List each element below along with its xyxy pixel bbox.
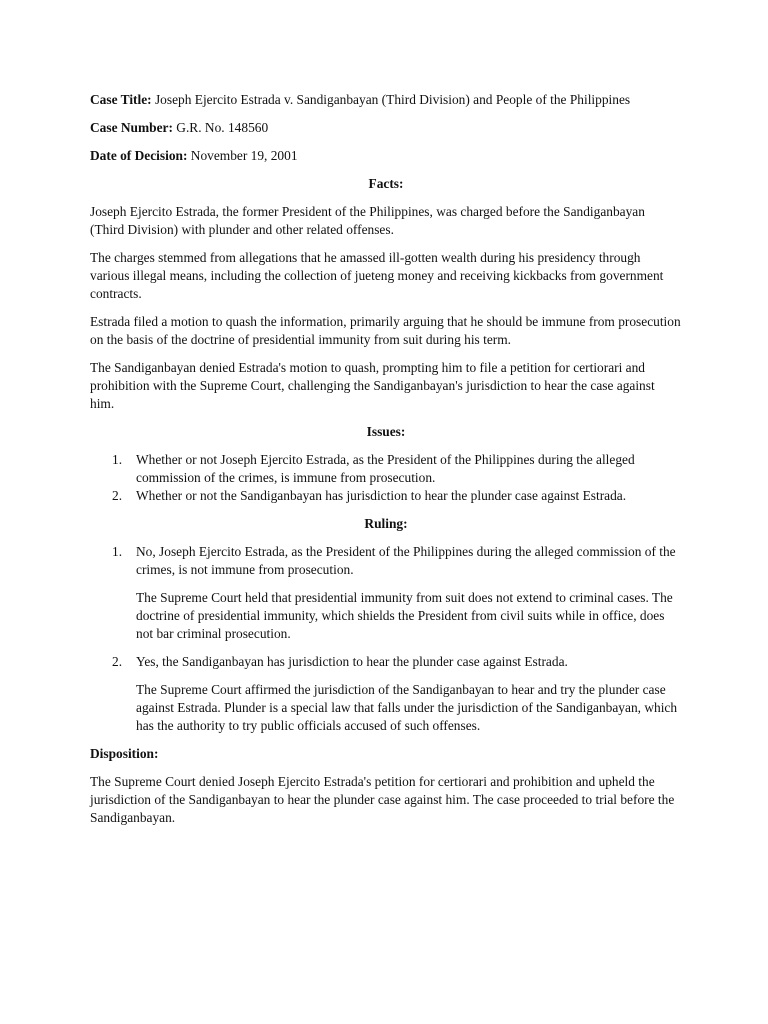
ruling-number: 2. bbox=[112, 654, 123, 669]
issues-heading: Issues: bbox=[366, 424, 406, 439]
ruling-text: Yes, the Sandiganbayan has jurisdiction to hear the plunder case against Estrada. bbox=[136, 654, 568, 669]
disposition-text: The Supreme Court denied Joseph Ejercito Estrada's petition for certiorari and prohibition and upheld the jurisdiction of the Sandiganbayan to hear the plunder case against him. The case proceeded to trial before the Sandiganbayan. bbox=[90, 774, 675, 825]
date-of-decision-value: November 19, 2001 bbox=[187, 148, 298, 163]
disposition-heading: Disposition: bbox=[90, 746, 159, 761]
case-title-value: Joseph Ejercito Estrada v. Sandiganbayan (Third Division) and People of the Philippines bbox=[151, 92, 631, 107]
date-of-decision-label: Date of Decision: bbox=[90, 148, 188, 163]
document-page bbox=[90, 91, 682, 837]
ruling-list bbox=[90, 543, 682, 735]
facts-heading: Facts: bbox=[368, 176, 404, 191]
ruling-detail: The Supreme Court held that presidential immunity from suit does not extend to criminal cases. The doctrine of presidential immunity, which shields the President from civil suits while in office, does not bar criminal prosecution. bbox=[136, 590, 673, 641]
facts-paragraph: Estrada filed a motion to quash the information, primarily arguing that he should be immune from prosecution on the basis of the doctrine of presidential immunity from suit during his term. bbox=[90, 314, 681, 347]
case-title-field bbox=[90, 91, 682, 109]
issue-number: 2. bbox=[112, 488, 123, 503]
ruling-item bbox=[90, 543, 682, 643]
ruling-heading: Ruling: bbox=[364, 516, 408, 531]
ruling-number: 1. bbox=[112, 544, 123, 559]
case-number-value: G.R. No. 148560 bbox=[172, 120, 269, 135]
ruling-item bbox=[90, 653, 682, 735]
issue-text: Whether or not Joseph Ejercito Estrada, as the President of the Philippines during the alleged commission of the crimes, is immune from prosecution. bbox=[136, 452, 635, 485]
case-number-label: Case Number: bbox=[90, 120, 173, 135]
facts-paragraph: The Sandiganbayan denied Estrada's motion to quash, prompting him to file a petition for certiorari and prohibition with the Supreme Court, challenging the Sandiganbayan's jurisdiction to hear the case against him. bbox=[90, 360, 655, 411]
case-number-field bbox=[90, 119, 682, 137]
issue-item bbox=[90, 451, 682, 487]
issue-item bbox=[90, 487, 682, 505]
issues-list bbox=[90, 451, 682, 505]
facts-section bbox=[90, 203, 682, 413]
ruling-detail: The Supreme Court affirmed the jurisdiction of the Sandiganbayan to hear and try the plunder case against Estrada. Plunder is a special law that falls under the jurisdiction of the Sandiganbayan, which has the authority to try public officials accused of such offenses. bbox=[136, 682, 678, 733]
issue-number: 1. bbox=[112, 452, 123, 467]
facts-paragraph: The charges stemmed from allegations that he amassed ill-gotten wealth during his presidency through various illegal means, including the collection of jueteng money and receiving kickbacks from government contracts. bbox=[90, 250, 664, 301]
date-of-decision-field bbox=[90, 147, 682, 165]
ruling-text: No, Joseph Ejercito Estrada, as the President of the Philippines during the alleged commission of the crimes, is not immune from prosecution. bbox=[136, 544, 676, 577]
issue-text: Whether or not the Sandiganbayan has jurisdiction to hear the plunder case against Estrada. bbox=[136, 488, 627, 503]
case-title-label: Case Title: bbox=[90, 92, 152, 107]
facts-paragraph: Joseph Ejercito Estrada, the former President of the Philippines, was charged before the Sandiganbayan (Third Division) with plunder and other related offenses. bbox=[90, 204, 645, 237]
